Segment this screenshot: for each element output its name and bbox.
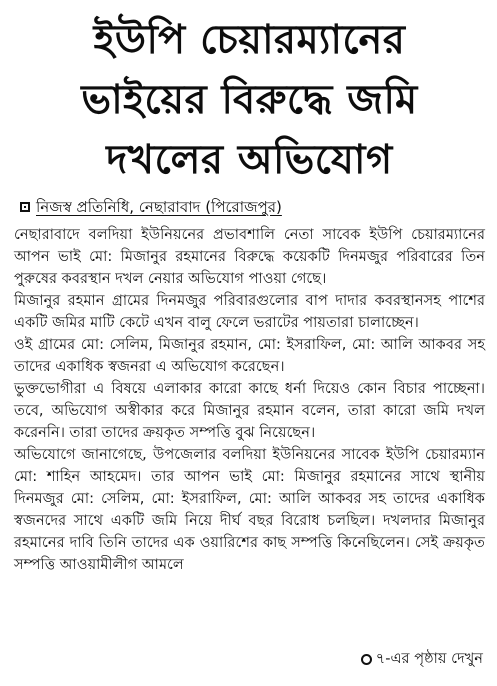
square-bullet-icon [20,202,30,212]
byline-text: নিজস্ব প্রতিনিধি, নেছারাবাদ (পিরোজপুর) [36,198,282,216]
article-body [14,224,485,576]
paragraph: ওই গ্রামের মো: সেলিম, মিজানুর রহমান, মো: ইসরাফিল, মো: আলি আকবর সহ তাদের একাধিক স্বজনরা এ অভিযোগ করেছেন। [14,336,485,375]
paragraph: মিজানুর রহমান গ্রামের দিনমজুর পরিবারগুলোর বাপ দাদার কবরস্থানসহ পাশের একটি জমির মাটি কেটে এখন বালু ফেলে ভরাটের পায়তারা চালাচ্ছেন। [14,292,485,331]
paragraph: নেছারাবাদে বলদিয়া ইউনিয়নের প্রভাবশালি নেতা সাবেক ইউপি চেয়ারম্যানের আপন ভাই মো: মিজানুর রহমানের বিরুদ্ধে কয়েকটি দিনমজুর পরিবারের তিন পুরুষের কবরস্থান দখল নেয়ার অভিযোগ পাওয়া গেছে। [14,226,485,287]
continuation-text: ৭-এর পৃষ্ঠায় দেখুন [375,650,483,667]
paragraph: অভিযোগে জানাগেছে, উপজেলার বলদিয়া ইউনিয়নের সাবেক ইউপি চেয়ারম্যান মো: শাহিন আহমেদ। তার আপন ভাই মো: মিজানুর রহমানের সাথে স্থানীয় দিনমজুর মো: সেলিম, মো: ইসরাফিল, মো: আলি আকবর সহ তাদের একাধিক স্বজনদের সাথে একটি জমি নিয়ে দীর্ঘ বছর বিরোধ চলছিল। দখলদার মিজানুর রহমানের দাবি তিনি তাদের এক ওয়ারিশের কাছ সম্পত্তি কিনেছিলেন। সেই ক্রয়কৃত সম্পত্তি আওয়ামীলীগ আমলে [14,446,485,573]
headline [14,10,485,190]
headline-line: দখলের অভিযোগ [106,137,393,183]
headline-line: ভাইয়ের বিরুদ্ধে জমি [81,77,418,123]
circle-bullet-icon [361,654,372,665]
continuation-note [361,648,483,670]
byline [20,196,485,218]
paragraph: ভুক্তভোগীরা এ বিষয়ে এলাকার কারো কাছে ধর্না দিয়েও কোন বিচার পাচ্ছেনা। তবে, অভিযোগ অস্বীকার করে মিজানুর রহমান বলেন, তারা কারো জমি দখল করেননি। তারা তাদের ক্রয়কৃত সম্পত্তি বুঝ নিয়েছেন। [14,380,485,441]
headline-line: ইউপি চেয়ারম্যানের [93,17,406,63]
